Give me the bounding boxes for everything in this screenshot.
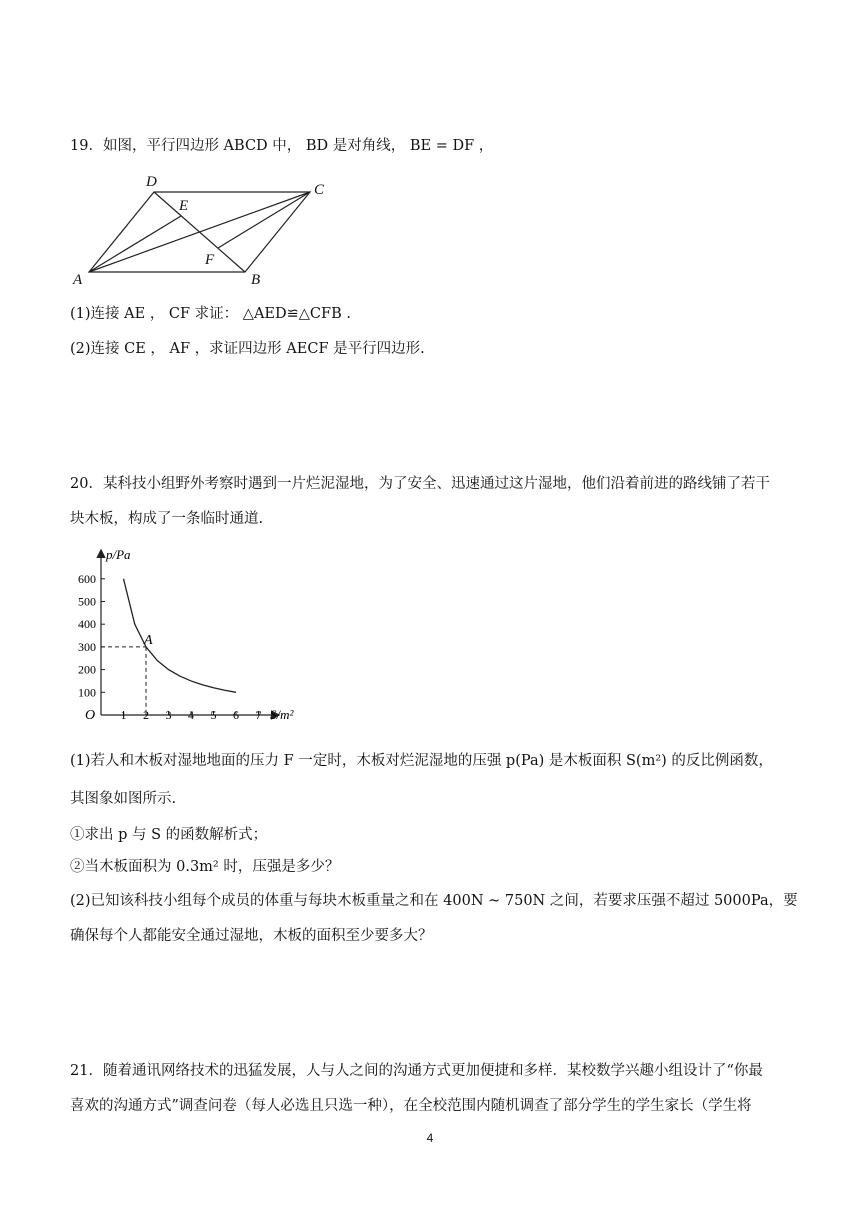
label-d: D bbox=[146, 174, 157, 190]
x-tick-label: 5 bbox=[210, 708, 217, 722]
q19-part1: (1)连接 AE ， CF 求证： △AED≌△CFB . bbox=[70, 306, 351, 322]
x-tick-label: 7 bbox=[255, 708, 262, 722]
x-tick-label: 2 bbox=[143, 708, 149, 722]
label-c: C bbox=[314, 182, 325, 198]
inverse-curve bbox=[124, 579, 237, 693]
point-a-label: A bbox=[144, 632, 153, 648]
y-tick-label: 200 bbox=[78, 662, 96, 677]
q20-part2-line2: 确保每个人都能安全通过湿地，木板的面积至少要多大？ bbox=[70, 928, 433, 944]
x-tick-label: 1 bbox=[120, 708, 127, 722]
q20-part1-line1: (1)若人和木板对湿地地面的压力 F 一定时，木板对烂泥湿地的压强 p(Pa) 是木板面积 S(m²) 的反比例函数， bbox=[70, 753, 773, 769]
label-a: A bbox=[73, 272, 83, 288]
label-b: B bbox=[251, 272, 261, 288]
q20-sub2: ②当木板面积为 0.3m² 时，压强是多少？ bbox=[70, 859, 340, 875]
label-e: E bbox=[179, 198, 189, 214]
q21-line2: 喜欢的沟通方式”调查问卷（每人必选且只选一种），在全校范围内随机调查了部分学生的学生家长（学生将 bbox=[70, 1098, 752, 1114]
x-tick-label: 6 bbox=[233, 708, 239, 722]
parallelogram-figure bbox=[65, 168, 345, 290]
y-tick-label: 400 bbox=[78, 617, 96, 632]
q20-sub1: ①求出 p 与 S 的函数解析式； bbox=[70, 827, 268, 843]
y-tick-label: 300 bbox=[78, 639, 96, 654]
origin-label: O bbox=[85, 708, 96, 723]
q21-line1: 21．随着通讯网络技术的迅猛发展，人与人之间的沟通方式更加便捷和多样．某校数学兴趣小组设计了“你最 bbox=[70, 1063, 763, 1079]
page-number: 4 bbox=[426, 1131, 434, 1145]
q19-stem: 19．如图，平行四边形 ABCD 中， BD 是对角线， BE = DF ， bbox=[70, 138, 494, 154]
y-axis-label: p/Pa bbox=[106, 547, 131, 562]
q20-stem-line1: 20．某科技小组野外考察时遇到一片烂泥湿地，为了安全、迅速通过这片湿地，他们沿着前进的路线铺了若干 bbox=[70, 476, 770, 492]
q20-stem-line2: 块木板，构成了一条临时通道. bbox=[70, 511, 264, 527]
x-tick-label: 4 bbox=[188, 708, 194, 722]
x-axis-label: S/m² bbox=[270, 707, 294, 722]
q20-part1-line2: 其图象如图所示. bbox=[70, 791, 177, 807]
q19-part2: (2)连接 CE ， AF ，求证四边形 AECF 是平行四边形. bbox=[70, 341, 425, 357]
q20-part2-line1: (2)已知该科技小组每个成员的体重与每块木板重量之和在 400N ~ 750N 之间，若要求压强不超过 5000Pa，要 bbox=[70, 893, 798, 909]
pressure-area-chart bbox=[68, 545, 318, 725]
x-tick-label: 3 bbox=[165, 708, 172, 722]
label-f: F bbox=[205, 252, 215, 268]
y-tick-label: 600 bbox=[78, 571, 96, 586]
y-tick-label: 500 bbox=[78, 594, 96, 609]
y-tick-label: 100 bbox=[78, 685, 96, 700]
